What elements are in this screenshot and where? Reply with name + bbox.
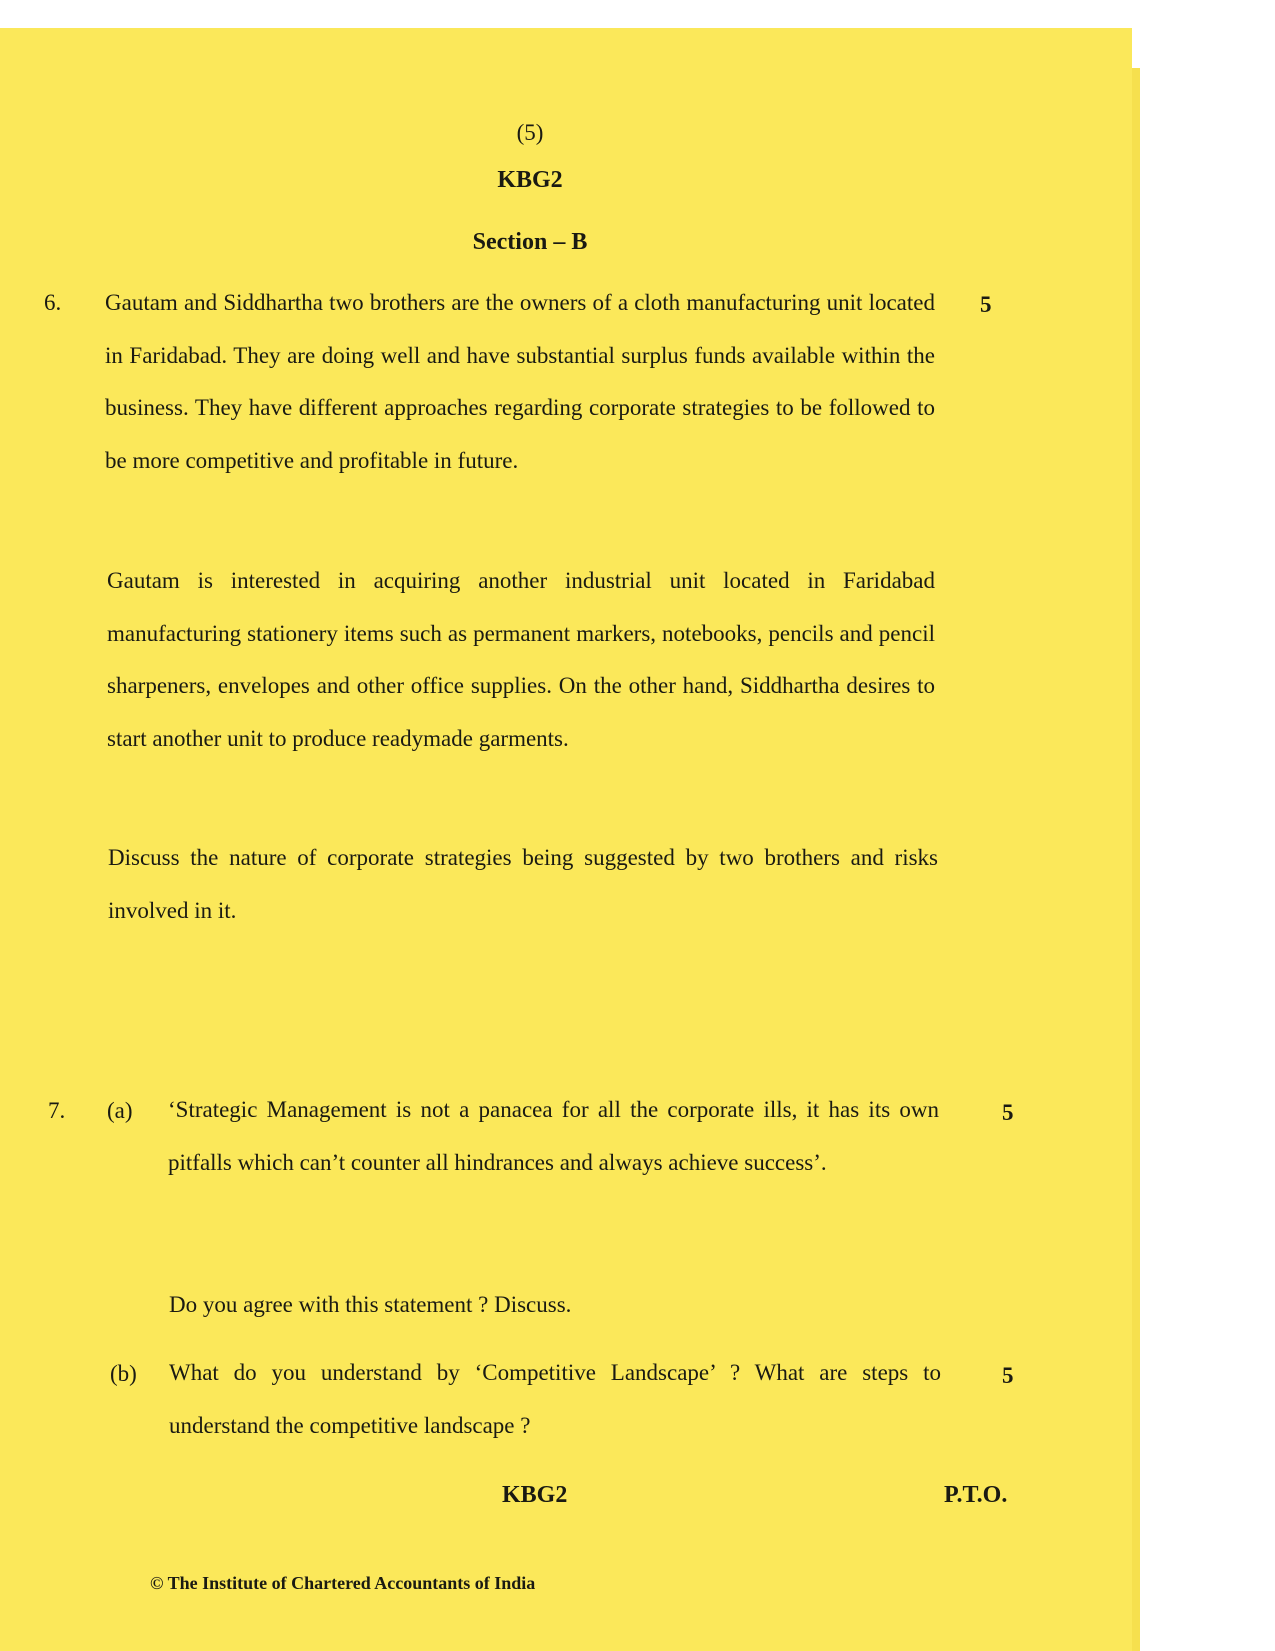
question-7b-label: (b)	[110, 1361, 137, 1386]
question-6-paragraph-2: Gautam is interested in acquiring another industrial unit located in Faridabad manufacturing stationery items such as permanent markers, notebooks, pencils and pencil sharpeners, envelopes and other office supplies. On the other hand, Siddhartha desires to start another unit to produce readymade garments.	[107, 568, 935, 751]
pto-label: P.T.O.	[944, 1482, 1008, 1508]
paper-code-header: KBG2	[497, 167, 563, 193]
paper-code-footer: KBG2	[502, 1482, 568, 1508]
page-number: (5)	[516, 120, 544, 145]
copyright-notice: © The Institute of Chartered Accountants of India	[150, 1573, 536, 1593]
question-7a-label: (a)	[107, 1098, 133, 1123]
question-7b-marks: 5	[1002, 1363, 1014, 1388]
question-6-paragraph-3: Discuss the nature of corporate strategies being suggested by two brothers and risks involved in it.	[108, 845, 938, 923]
question-6-marks: 5	[980, 292, 992, 317]
question-7-number: 7.	[48, 1098, 66, 1123]
question-7b-text: What do you understand by ‘Competitive Landscape’ ? What are steps to understand the competitive landscape ?	[169, 1360, 941, 1438]
exam-page	[0, 28, 1132, 1651]
question-7a-marks: 5	[1002, 1100, 1014, 1125]
question-7a-text: ‘Strategic Management is not a panacea for all the corporate ills, it has its own pitfalls which can’t counter all hindrances and always achieve success’.	[168, 1097, 939, 1175]
question-6-paragraph-1: Gautam and Siddhartha two brothers are the owners of a cloth manufacturing unit located in Faridabad. They are doing well and have substantial surplus funds available within the business. They have different approaches regarding corporate strategies to be followed to be more competitive and profitable in future.	[105, 290, 935, 473]
section-title: Section – B	[472, 229, 588, 255]
question-7a-followup: Do you agree with this statement ? Discuss.	[169, 1292, 572, 1317]
question-6-number: 6.	[44, 290, 62, 315]
